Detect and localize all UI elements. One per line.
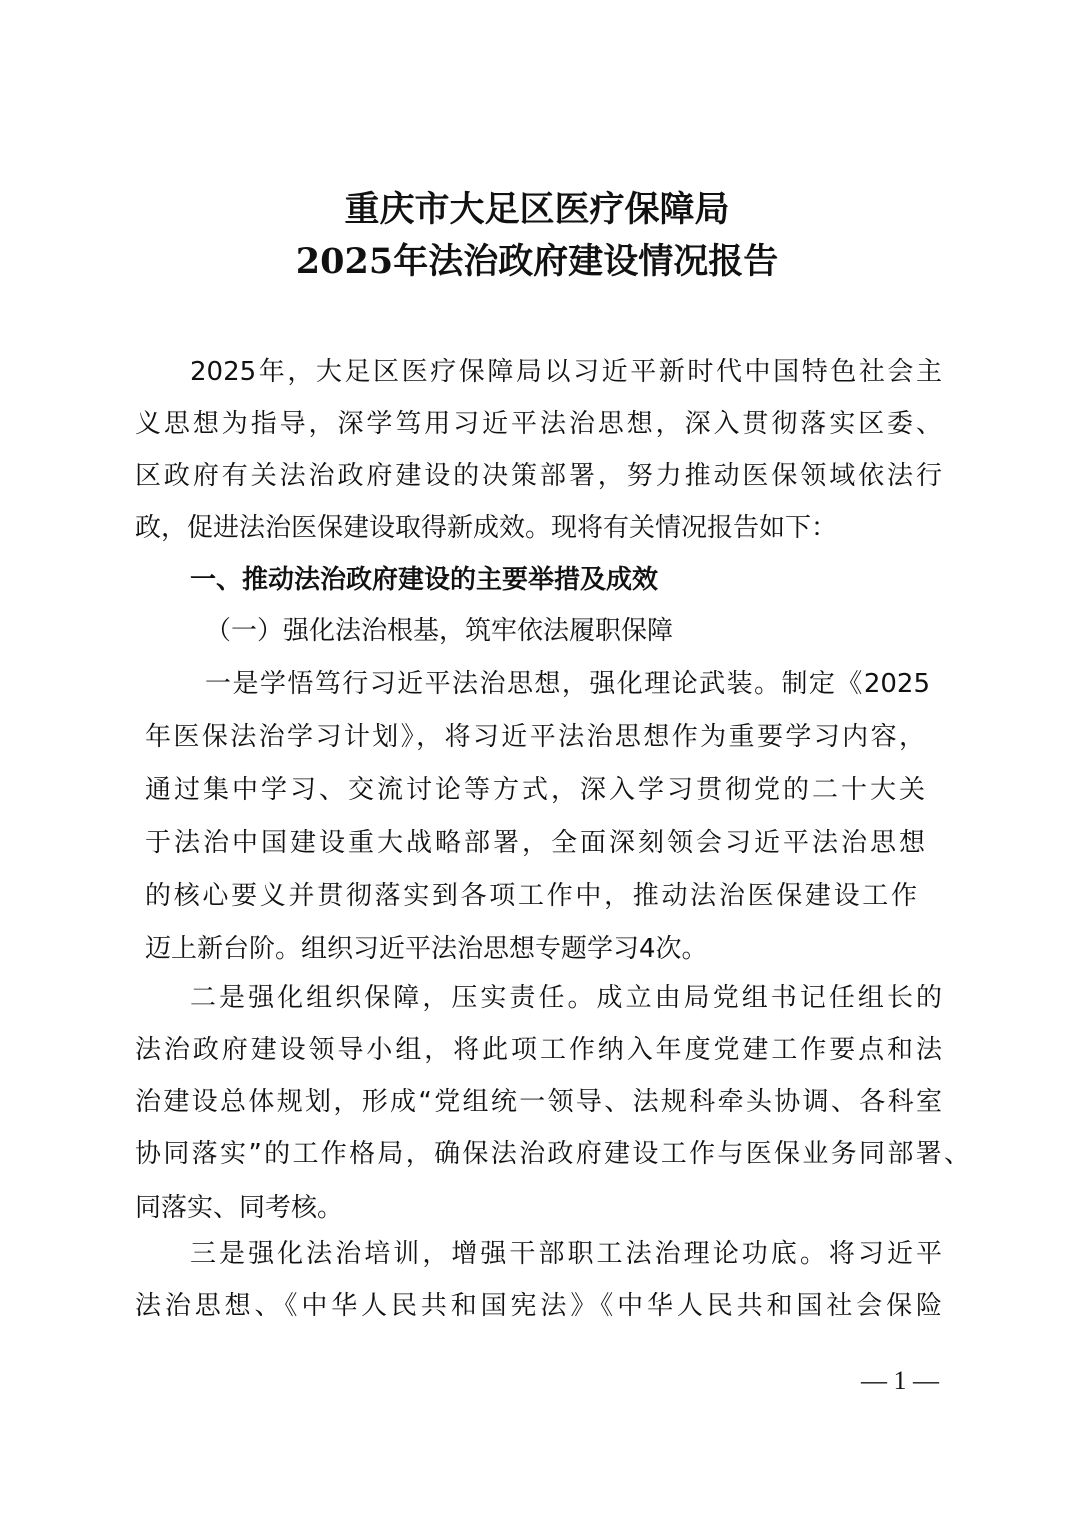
paragraph-line: 2025年，大足区医疗保障局以习近平新时代中国特色社会主	[190, 357, 942, 387]
paragraph-line: 区政府有关法治政府建设的决策部署，努力推动医保领域依法行	[135, 461, 942, 491]
paragraph-line: 的核心要义并贯彻落实到各项工作中，推动法治医保建设工作	[145, 881, 917, 911]
paragraph-line: 年医保法治学习计划》，将习近平法治思想作为重要学习内容，	[145, 722, 925, 752]
page-number: — 1 —	[861, 1366, 939, 1395]
paragraph-line: 二是强化组织保障，压实责任。成立由局党组书记任组长的	[190, 983, 942, 1013]
paragraph-line: 通过集中学习、交流讨论等方式，深入学习贯彻党的二十大关	[145, 775, 925, 805]
section-heading: 一、推动法治政府建设的主要举措及成效	[190, 565, 659, 595]
paragraph-line: 三是强化法治培训，增强干部职工法治理论功底。将习近平	[190, 1239, 942, 1269]
document-subtitle: 2025年法治政府建设情况报告	[295, 241, 779, 282]
paragraph-line: 义思想为指导，深学笃用习近平法治思想，深入贯彻落实区委、	[135, 409, 942, 439]
document-title: 重庆市大足区医疗保障局	[344, 189, 730, 230]
paragraph-line: 于法治中国建设重大战略部署，全面深刻领会习近平法治思想	[145, 828, 925, 858]
subsection-heading: （一）强化法治根基，筑牢依法履职保障	[205, 616, 674, 646]
paragraph-line: 同落实、同考核。	[135, 1193, 344, 1223]
paragraph-line: 一是学悟笃行习近平法治思想，强化理论武装。制定《2025	[205, 669, 930, 699]
paragraph-line: 法治政府建设领导小组，将此项工作纳入年度党建工作要点和法	[135, 1035, 942, 1065]
paragraph-line: 迈上新台阶。组织习近平法治思想专题学习4次。	[145, 934, 708, 964]
paragraph-line: 法治思想、《中华人民共和国宪法》《中华人民共和国社会保险	[135, 1291, 942, 1321]
paragraph-line: 协同落实”的工作格局，确保法治政府建设工作与医保业务同部署、	[135, 1139, 970, 1169]
paragraph-line: 政，促进法治医保建设取得新成效。现将有关情况报告如下：	[135, 513, 838, 543]
paragraph-line: 治建设总体规划，形成“党组统一领导、法规科牵头协调、各科室	[135, 1087, 942, 1117]
